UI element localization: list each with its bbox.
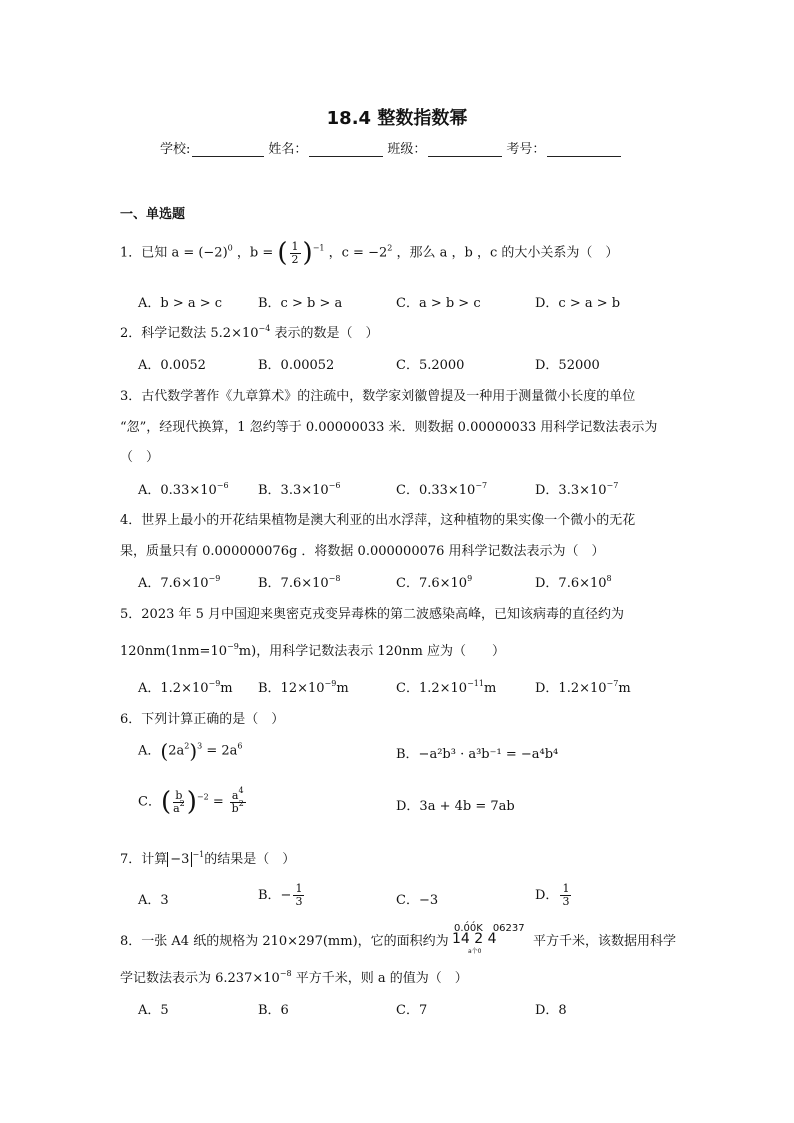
garbled-number: 0.0́0́K 06237 14 2 4 a个0 [452,923,525,955]
question-8-line-1b: 平方千米，该数据用科学 [533,934,677,949]
student-info-row [160,138,625,157]
q3-option-a[interactable]: A．$0.33\times 10^{-6}$ [138,481,229,498]
q1-option-a[interactable]: A．b > a > c [138,296,223,311]
q4-option-d[interactable]: D．$7.6\times 10^8$ [535,574,612,591]
name-blank[interactable] [309,142,383,157]
q8-option-b[interactable]: B．6 [258,1003,289,1018]
q3-option-b[interactable]: B．$3.3\times 10^{-6}$ [258,481,341,498]
q5-option-c[interactable]: C．$1.2\times 10^{-11}m$ [396,679,497,696]
question-4-line-2: 果，质量只有 0.000000076g ．将数据 0.000000076 用科学记数法表示为（ ） [120,544,605,559]
q8-option-a[interactable]: A．5 [138,1003,169,1018]
number-blank[interactable] [547,142,621,157]
school-blank[interactable] [192,142,264,157]
q3-option-d[interactable]: D．$3.3\times 10^{-7}$ [535,481,619,498]
fraction-one-half: $\frac{1}{2}$ [291,239,299,266]
q1-option-d[interactable]: D．c > a > b [535,296,621,311]
question-2-stem: 2．科学记数法 $5.2\times 10^{-4}$ 表示的数是（ ） [120,324,379,341]
question-1-stem: 1．已知 $a = (-2)^0$ ，b = ( $\frac{1}{2}$ )$^{-1}$ ，$c = -2^2$ ，那么 a ，b ，c 的大小关系为（ ） [120,238,619,268]
question-3-line-2: “忽”，经现代换算，1 忽约等于 0.00000033 米．则数据 0.00000033 用科学记数法表示为 [120,420,658,435]
q5-option-a[interactable]: A．$1.2\times 10^{-9}m$ [138,679,233,696]
q5-option-b[interactable]: B．$12\times 10^{-9}m$ [258,679,349,696]
q7-option-d[interactable]: D． $\frac{1}{3}$ [535,882,570,908]
q2-option-c[interactable]: C．5.2000 [396,358,465,373]
question-5-line-2: $120nm(1nm=10^{-9}m)$，用科学记数法表示 120nm 应为（ ） [120,642,505,659]
q2-option-b[interactable]: B．0.00052 [258,358,335,373]
q1-option-b[interactable]: B．c > b > a [258,296,343,311]
question-6-stem: 6．下列计算正确的是（ ） [120,712,285,727]
school-label: 学校: [160,142,191,157]
q6-option-d[interactable]: D．3a + 4b = 7ab [396,799,515,814]
question-7-stem: 7．计算 −3 $^{-1}$的结果是（ ） [120,850,296,867]
question-4-line-1: 4．世界上最小的开花结果植物是澳大利亚的出水浮萍，这种植物的果实像一个微小的无花 [120,513,636,528]
q1-option-c[interactable]: C．a > b > c [396,296,481,311]
section-heading: 一、单选题 [120,207,186,222]
q7-option-c[interactable]: C．−3 [396,893,439,908]
q8-option-c[interactable]: C．7 [396,1003,428,1018]
q8-option-d[interactable]: D．8 [535,1003,567,1018]
question-8-line-2: 学记数法表示为 $6.237\times 10^{-8}$ 平方千米，则 a 的值为（ ） [120,969,468,986]
q2-option-a[interactable]: A．0.0052 [138,358,206,373]
number-label: 考号： [506,142,546,157]
class-blank[interactable] [428,142,502,157]
q2-option-d[interactable]: D．52000 [535,358,600,373]
q3-option-c[interactable]: C．$0.33\times 10^{-7}$ [396,481,488,498]
question-8-line-1a: 8．一张 A4 纸的规格为 210×297(mm)，它的面积约为 [120,934,449,949]
q5-option-d[interactable]: D．$1.2\times 10^{-7}m$ [535,679,631,696]
name-label: 姓名： [268,142,308,157]
class-label: 班级： [387,142,427,157]
q6-option-c[interactable]: C．( $\frac{b}{a^2}$ )$^{-2}$ = $\frac{a^4}{b^2}$ [138,785,244,817]
q6-option-b[interactable]: B．−a²b³ · a³b⁻¹ = −a⁴b⁴ [396,747,559,762]
question-5-line-1: 5．2023 年 5 月中国迎来奥密克戎变异毒株的第二波感染高峰，已知该病毒的直径约为 [120,607,625,622]
q4-option-b[interactable]: B．$7.6\times 10^{-8}$ [258,574,341,591]
q7-option-a[interactable]: A．3 [138,893,169,908]
q4-option-a[interactable]: A．$7.6\times 10^{-9}$ [138,574,221,591]
q7-option-b[interactable]: B．− $\frac{1}{3}$ [258,882,303,908]
q6-option-a[interactable]: A．$(2a^2)^3 = 2a^6$ [138,739,243,763]
question-3-line-1: 3．古代数学著作《九章算术》的注疏中，数学家刘徽曾提及一种用于测量微小长度的单位 [120,389,636,404]
page-title: 18.4 整数指数幂 [326,108,468,129]
question-3-line-3: （ ） [120,450,160,465]
q4-option-c[interactable]: C．$7.6\times 10^9$ [396,574,473,591]
